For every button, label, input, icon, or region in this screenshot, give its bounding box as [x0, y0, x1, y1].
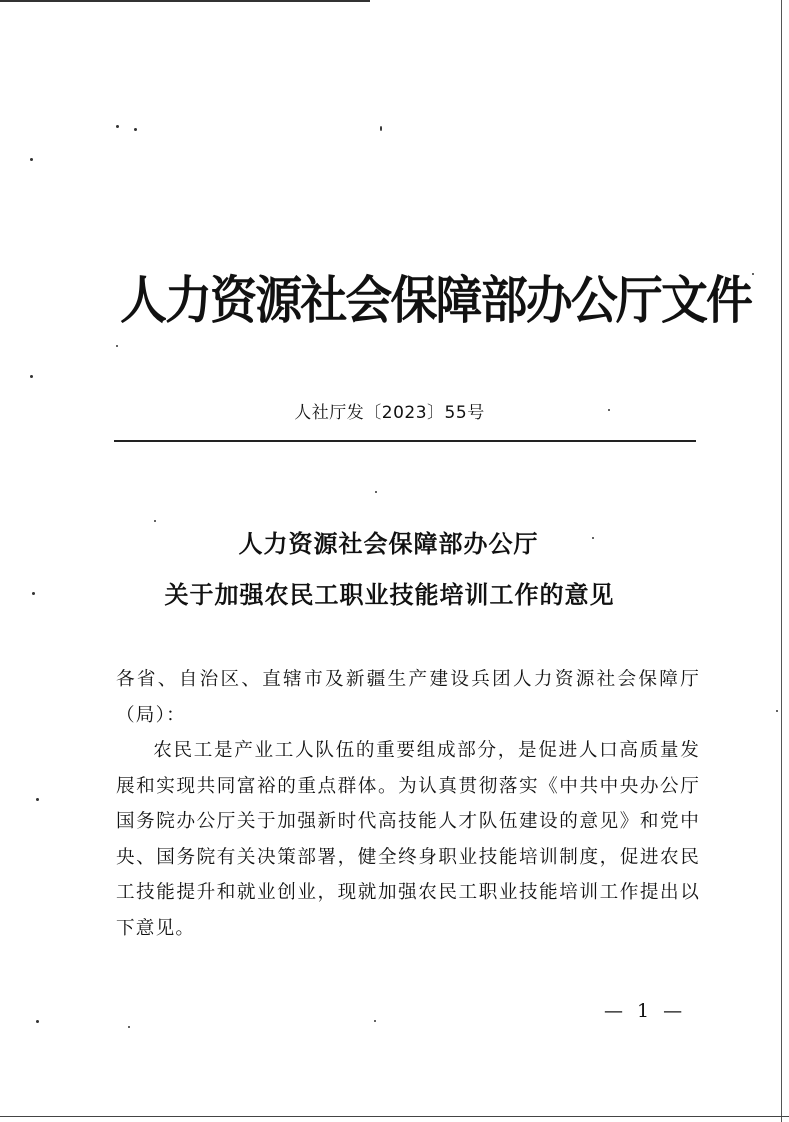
issuer-header: 人力资源社会保障部办公厅文件: [120, 271, 752, 331]
scan-speck: [375, 491, 377, 493]
scan-edge-bottom: [0, 1116, 789, 1117]
scan-speck: [752, 273, 754, 275]
scan-speck: [36, 1020, 39, 1023]
scan-speck: [380, 126, 382, 131]
document-title-line-2: 关于加强农民工职业技能培训工作的意见: [164, 580, 615, 609]
header-divider: [114, 440, 696, 442]
scan-edge-top: [0, 0, 370, 2]
scan-speck: [36, 798, 39, 801]
scan-speck: [154, 520, 156, 522]
scan-speck: [30, 158, 33, 161]
document-title-line-1: 人力资源社会保障部办公厅: [238, 529, 539, 558]
scan-speck: [776, 710, 778, 712]
addressee: 各省、自治区、直辖市及新疆生产建设兵团人力资源社会保障厅（局）：: [116, 669, 700, 726]
page-number: — 1 —: [604, 1000, 687, 1022]
scan-speck: [116, 125, 119, 128]
scan-speck: [30, 375, 33, 378]
scan-speck: [134, 128, 137, 131]
body-paragraph: 农民工是产业工人队伍的重要组成部分，是促进人口高质量发展和实现共同富裕的重点群体。为认真贯彻落实《中共中央办公厅 国务院办公厅关于加强新时代高技能人才队伍建设的意见》和党中央、国务院有关决策部署，健全终身职业技能培训制度，促进农民工技能提升和就业创业，现就加强农民工职业技能培训工作提出以下意见。: [116, 740, 700, 939]
document-body: [116, 662, 700, 946]
scan-edge-right: [781, 0, 782, 1122]
scan-speck: [374, 1020, 376, 1022]
scan-speck: [128, 1026, 130, 1028]
document-number: 人社厅发〔2023〕55号: [294, 403, 485, 423]
scan-speck: [116, 345, 118, 347]
